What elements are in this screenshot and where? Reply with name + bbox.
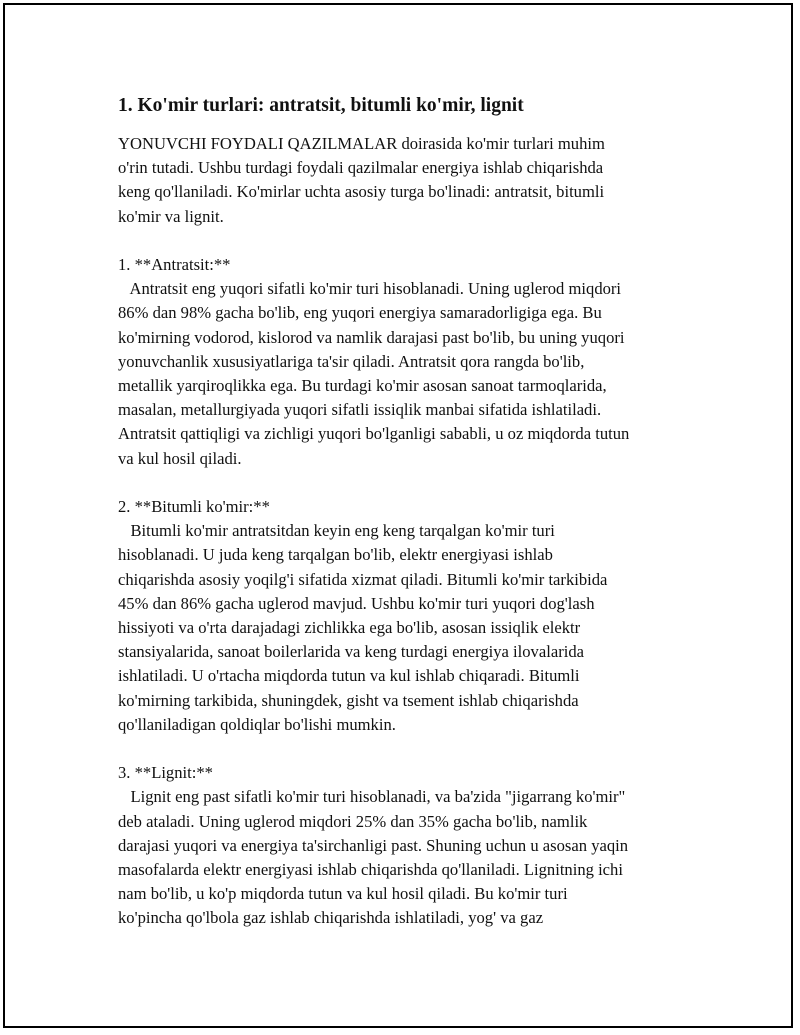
page-title: 1. Ko'mir turlari: antratsit, bitumli ko'mir, lignit bbox=[118, 95, 524, 116]
section-line: Antratsit qattiqligi va zichligi yuqori bo'lganligi sababli, u oz miqdorda tutun bbox=[118, 424, 630, 444]
section-line: stansiyalarida, sanoat boilerlarida va keng turdagi energiya ilovalarida bbox=[118, 642, 584, 662]
section-line: hisoblanadi. U juda keng tarqalgan bo'lib, elektr energiyasi ishlab bbox=[118, 545, 553, 565]
section-heading: 2. **Bitumli ko'mir:** bbox=[118, 497, 270, 517]
section-line: metallik yarqiroqlikka ega. Bu turdagi ko'mir asosan sanoat tarmoqlarida, bbox=[118, 376, 607, 396]
document-body bbox=[118, 92, 698, 931]
section-line: ko'mirning tarkibida, shuningdek, gisht va tsement ishlab chiqarishda bbox=[118, 690, 579, 710]
section-line: deb ataladi. Uning uglerod miqdori 25% dan 35% gacha bo'lib, namlik bbox=[118, 811, 588, 831]
section-line: ko'mirning vodorod, kislorod va namlik darajasi past bo'lib, bu uning yuqori bbox=[118, 327, 625, 347]
section-antratsit bbox=[118, 253, 698, 471]
section-line: ishlatiladi. U o'rtacha miqdorda tutun va kul ishlab chiqaradi. Bitumli bbox=[118, 666, 580, 686]
intro-line: o'rin tutadi. Ushbu turdagi foydali qazilmalar energiya ishlab chiqarishda bbox=[118, 158, 604, 178]
section-line: masofalarda elektr energiyasi ishlab chiqarishda qo'llaniladi. Lignitning ichi bbox=[118, 860, 623, 880]
section-bitumli bbox=[118, 495, 698, 737]
section-line: hissiyoti va o'rta darajadagi zichlikka ega bo'lib, asosan issiqlik elektr bbox=[118, 618, 581, 638]
paragraph-gap bbox=[118, 737, 698, 761]
intro-paragraph bbox=[118, 132, 698, 229]
intro-line: keng qo'llaniladi. Ko'mirlar uchta asosiy turga bo'linadi: antratsit, bitumli bbox=[118, 182, 605, 202]
intro-line: ko'mir va lignit. bbox=[118, 206, 224, 226]
section-line: 86% dan 98% gacha bo'lib, eng yuqori energiya samaradorligiga ega. Bu bbox=[118, 303, 602, 323]
paragraph-gap bbox=[118, 229, 698, 253]
section-line: Antratsit eng yuqori sifatli ko'mir turi hisoblanadi. Uning uglerod miqdori bbox=[118, 279, 622, 299]
section-lignit bbox=[118, 761, 698, 930]
intro-line: YONUVCHI FOYDALI QAZILMALAR doirasida ko'mir turlari muhim bbox=[118, 134, 605, 153]
paragraph-gap bbox=[118, 471, 698, 495]
section-line: Bitumli ko'mir antratsitdan keyin eng keng tarqalgan ko'mir turi bbox=[118, 521, 555, 541]
section-line: yonuvchanlik xususiyatlariga ta'sir qiladi. Antratsit qora rangda bo'lib, bbox=[118, 351, 585, 371]
section-heading: 3. **Lignit:** bbox=[118, 763, 213, 783]
section-line: 45% dan 86% gacha uglerod mavjud. Ushbu ko'mir turi yuqori dog'lash bbox=[118, 593, 595, 613]
section-line: ko'pincha qo'lbola gaz ishlab chiqarishda ishlatiladi, yog' va gaz bbox=[118, 908, 544, 928]
section-line: chiqarishda asosiy yoqilg'i sifatida xizmat qiladi. Bitumli ko'mir tarkibida bbox=[118, 569, 608, 589]
section-line: va kul hosil qiladi. bbox=[118, 448, 242, 468]
section-line: Lignit eng past sifatli ko'mir turi hisoblanadi, va ba'zida "jigarrang ko'mir" bbox=[118, 787, 626, 807]
section-line: qo'llaniladigan qoldiqlar bo'lishi mumkin. bbox=[118, 714, 396, 734]
section-line: darajasi yuqori va energiya ta'sirchanligi past. Shuning uchun u asosan yaqin bbox=[118, 835, 629, 855]
section-line: nam bo'lib, u ko'p miqdorda tutun va kul hosil qiladi. Bu ko'mir turi bbox=[118, 884, 568, 904]
section-heading: 1. **Antratsit:** bbox=[118, 255, 231, 274]
section-line: masalan, metallurgiyada yuqori sifatli issiqlik manbai sifatida ishlatiladi. bbox=[118, 400, 602, 420]
